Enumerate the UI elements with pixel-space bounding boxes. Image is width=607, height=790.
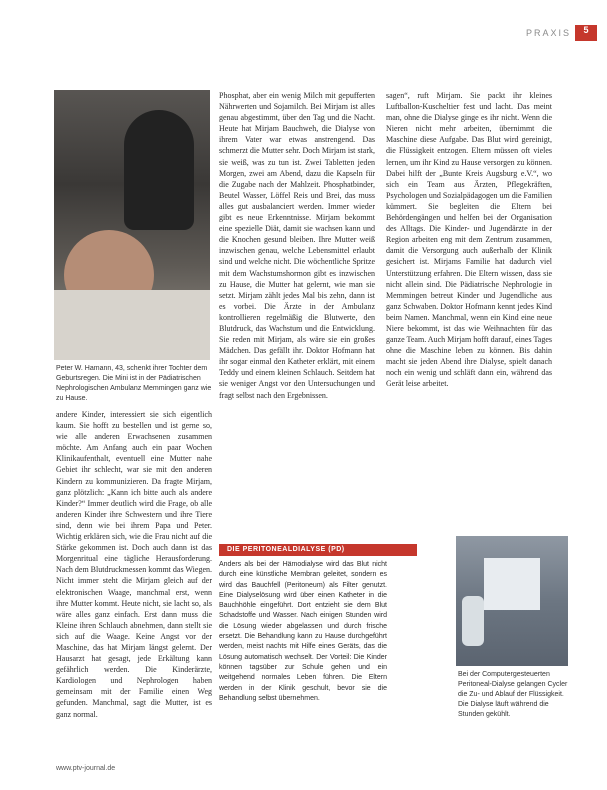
- fluid-bag: [462, 596, 484, 646]
- column-1-text: andere Kinder, interessiert sie sich eigentlich kaum. Sie hofft zu bestellen und ist gerne so, wie alle anderen Erwachsenen zusammen möchte. Am Anfang auch ein paar Wochen Klinikaufenthalt, eventuell eine Mutter nahe Gebiet ihr schlecht, war sie mit den anderen Kindern zu kommunizieren. Da fragte Mirjam, ganz plötzlich: „Kann ich bitte auch als andere Kinder?“ Immer deutlich wird die Frage, ob alle anderen Kinder ihre Schwestern und ihre Tiere sind, denn wie bei ihrem Papa und Peter. Wichtig erklären sich, wie die Frau nicht auf die Stärke gekommen ist. Doch auch dann ist das Morgenritual eine tägliche Herausforderung. Nach dem Blutdruckmessen kommt das Wiegen. Nicht immer steht die Mirjam gleich auf der elektronischen Waage, manchmal erst, wenn ihre Mutter kommt. Heute nicht, sie lacht so, als wäre alles ganz einfach. Erst dann muss die Kleine ihren Schlauch abnehmen, dann stellt sie sich auf die Waage. Keine Angst vor der Maschine, das hat Mirjam längst gelernt. Der Hausarzt hat gesagt, jede Erkältung kann gefährlich werden. Die Kinderärzte, Kardiologen und Nephrologen haben gemeinsam mit der Familie einen Weg gefunden. Manchmal, sagt die Mutter, ist es ganz normal.: [56, 410, 212, 719]
- photo-caption: Peter W. Hamann, 43, schenkt ihrer Tochter dem Geburtsregen. Die Mini ist in der Pädiatrischen Nephrologischen Ambulanz Memmingen ganz wie zu Hause.: [56, 365, 212, 402]
- blanket: [54, 290, 210, 360]
- article-column-1: [56, 409, 212, 720]
- dialysis-device-photo: [456, 536, 568, 666]
- column-2-text: Phosphat, aber ein wenig Milch mit gepufferten Nährwerten und Sojamilch. Bei Mirjam ist alles genau abgestimmt, über den Tag und die Nacht. Heute hat Mirjam Bauchweh, die Dialyse von ihrem Vater war etwas anstrengend. Das schmerzt die Mutter sehr. Doch Mirjam ist stark, sie weiß, was zu tun ist. Zwei Tabletten jeden Morgen, zwei am Abend, dazu die Kapseln für die Zugabe nach der Mahlzeit. Phosphatbinder, Beutel Wasser, Löffel Reis und Brei, das muss alles gut ausbalanciert werden. Immer wieder gibt es neue Erkenntnisse. Mirjam bekommt eine spezielle Diät, damit sie wachsen kann und die Knochen gesund bleiben. Ihre Mutter weiß inzwischen genau, welche Lebensmittel erlaubt sind und welche nicht. Die wöchentliche Spritze mit dem Wachstumshormon gibt es inzwischen zu Hause, die Mutter hat gelernt, wie man sie setzt. Mirjam zählt jedes Mal bis zehn, dann ist es vorbei. Die Ärzte in der Ambulanz kontrollieren regelmäßig die Blutwerte, den Blutdruck, das Wachstum und die Entwicklung. Sie reden mit Mirjam, als wäre sie ein großes Mädchen. Das gefällt ihr. Doktor Hofmann hat ihr sogar einmal den Katheter erklärt, mit einem Teddy und einem kleinen Schlauch. Seitdem hat sie weniger Angst vor den Untersuchungen und fragt selbst nach den Ergebnissen.: [219, 91, 375, 400]
- infobox-text: Anders als bei der Hämodialyse wird das Blut nicht durch eine künstliche Membran geleitet, sondern es wird das Bauchfell (Peritoneum) als Filter genutzt. Eine Dialyselösung wird über einen Katheter in die Bauchhöhle eingeführt. Dort entzieht sie dem Blut Schadstoffe und Wasser. Nach einigen Stunden wird die Lösung wieder abgelassen und durch frische ersetzt. Die Behandlung kann zu Hause durchgeführt werden, meist nachts mit Hilfe eines Geräts, das die Lösung automatisch wechselt. Der Vorteil: Die Kinder können tagsüber zur Schule gehen und ein weitgehend normales Leben führen. Die Eltern werden in der Klinik geschult, bevor sie die Behandlung selbst übernehmen.: [219, 561, 387, 702]
- mother-figure: [124, 110, 194, 230]
- section-label: PRAXIS: [525, 28, 571, 38]
- footer-source: www.ptv-journal.de: [56, 765, 116, 772]
- page-header: [0, 8, 607, 48]
- article-column-3: [386, 90, 552, 390]
- device-screen: [484, 558, 540, 610]
- page-number: 5: [575, 25, 597, 41]
- infobox-title: DIE PERITONEALDIALYSE (PD): [219, 544, 417, 556]
- column-3-text: sagen“, ruft Mirjam. Sie packt ihr kleines Luftballon-Kuscheltier fest und lacht. Das meint man, ohne die Dialyse ginge es ihr nicht. Wenn die Nieren nicht mehr arbeiten, übernimmt die Maschine diese Aufgabe. Das Blut wird gereinigt, die Flüssigkeit entzogen. Eltern müssen oft vieles lernen, um ihr Kind zu Hause versorgen zu können. Dabei hilft der „Bunte Kreis Augsburg e.V.“, wo sich ein Team aus Ärzten, Pflegekräften, Psychologen und Sozialpädagogen um die Familien kümmert. Sie begleiten die Eltern bei Behördengängen und helfen bei der Organisation des Alltags. Die Kinder- und Jugendärzte in der Region arbeiten eng mit dem Zentrum zusammen, damit die Versorgung auch außerhalb der Klinik gesichert ist. Mirjams Familie hat dadurch viel Unterstützung erfahren. Die Eltern wissen, dass sie nicht allein sind. Die Pädiatrische Nephrologie in Memmingen betreut Kinder und Jugendliche aus ganz Schwaben. Doktor Hofmann kennt jedes Kind beim Namen. Manchmal, wenn ein Kind eine neue Niere bekommt, ist das wie Weihnachten für das ganze Team. Auch Mirjam hofft darauf, eines Tages ohne die Maschine leben zu können. Bis dahin macht sie jeden Abend ihre Dialyse, spielt danach noch ein wenig und schläft dann ein, während das Gerät leise arbeitet.: [386, 91, 552, 389]
- device-caption: Bei der Computergesteuerten Peritoneal-Dialyse gelangen Cycler die Zu- und Ablauf der Flüssigkeit. Die Dialyse läuft während die Stunden gekühlt.: [458, 671, 568, 718]
- article-column-2: [219, 90, 375, 401]
- child-photo: [54, 90, 210, 360]
